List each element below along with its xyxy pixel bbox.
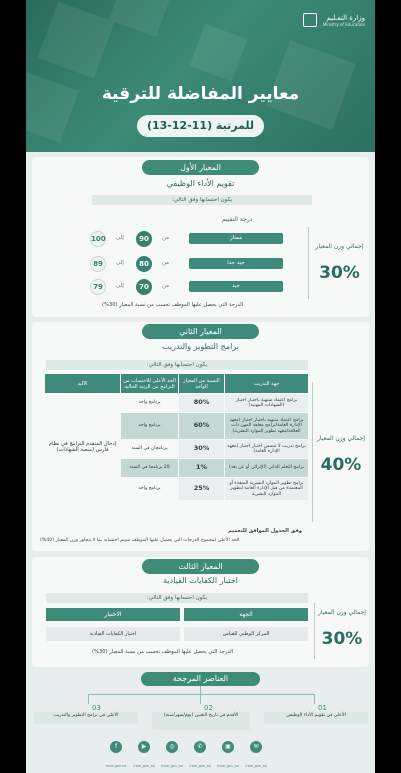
divider <box>314 603 315 659</box>
criterion-2-tab: المعيار الثاني <box>142 324 259 339</box>
criterion-2-title: برامج التطوير والتدريب <box>162 342 239 351</box>
cell-entity: برامج اعتماد منتهية باختبار اجتياز (الشهادات المهنية) <box>225 394 309 413</box>
facebook-icon[interactable]: f <box>110 741 122 753</box>
calc-bar: يكون احتسابها وفق التالي: <box>46 360 308 370</box>
ministry-logo-icon <box>303 13 317 27</box>
cell-entity: برامج اعتماد منتهية باختبار اجتياز (معهد الإدارة العامة/برامج معاهد المهن ذات العلاقة/معهد تطوير الموارد البشرية) <box>225 413 309 440</box>
tree-line <box>88 694 89 704</box>
col-limit: الحد الأعلى للاحتساب من البرامج من الرتبة الحالية <box>121 374 179 394</box>
social-handle: moe_gov_sa <box>161 764 183 768</box>
grade-row <box>32 256 302 272</box>
tree-line <box>88 694 314 695</box>
factor-item: الأقدم في تاريخ التعيين (يوم/شهر/سنة) <box>152 712 250 730</box>
col-test: الاختبار <box>46 608 180 621</box>
criterion-2-weight: 40% <box>320 455 362 475</box>
training-table <box>44 373 309 501</box>
criterion-3-note: الدرجة التي يحصل عليها الموظف تحسب من نسبة المعيار (30%) <box>92 649 234 655</box>
cell-entity: برامج التعلم الذاتي (الإثرائي أو عن بعد) <box>225 459 309 478</box>
cell-limit: برنامج واحد <box>121 394 179 413</box>
page-subtitle: للمرتبة (11-12-13) <box>137 115 264 137</box>
cell-limit: برنامجان في السنة <box>121 440 179 459</box>
factor-item: الأعلى في تقويم الأداء الوظيفي <box>264 712 368 724</box>
cell-percent: 25% <box>179 478 225 501</box>
table-row <box>45 394 309 413</box>
grade-to: 100 <box>90 231 106 247</box>
cell-mechanism: إدخال المتقدم البرامج في نظام فارس (منصة الشهادات) <box>45 394 121 501</box>
calc-bar: يكون احتسابها وفق التالي: <box>46 593 308 603</box>
criterion-2-note1: وفق الجدول الموافق للتعميم <box>228 528 302 534</box>
social-handle: moe_gov_sa <box>245 764 267 768</box>
cell-entity: برامج تدريب لا تتضمن اختبار اجتياز (معهد الإدارة العامة) <box>225 440 309 459</box>
grade-from: 90 <box>136 231 152 247</box>
criterion-3-title: اختبار الكفايات القيادية <box>163 576 238 585</box>
col-percent: النسبة من المعيار الواحد <box>179 374 225 394</box>
cell-percent: 30% <box>179 440 225 459</box>
table-header-row <box>45 374 309 394</box>
cell-limit: برنامج واحد <box>121 413 179 440</box>
youtube-icon[interactable]: ▶ <box>138 741 150 753</box>
social-handle: moe_gov_sa <box>133 764 155 768</box>
factor-number: 01 <box>318 704 327 712</box>
criterion-1-weight: 30% <box>319 263 360 283</box>
from-label: من <box>162 260 170 266</box>
criterion-3-section <box>32 557 369 667</box>
tree-line <box>200 686 201 694</box>
weighted-factors-title: العناصر المرجحة <box>141 672 260 686</box>
criterion-1-note: الدرجة التي يحصل عليها الموظف تحسب من نسبة المعيار (30%) <box>102 302 244 308</box>
factor-number: 03 <box>92 704 101 712</box>
tree-line <box>200 694 201 704</box>
from-label: من <box>162 235 170 241</box>
criterion-1-tab: المعيار الأول <box>142 160 259 175</box>
grade-heading: درجة التقييم <box>222 216 253 223</box>
to-label: إلى <box>116 235 124 241</box>
ministry-name-en: Ministry of Education <box>322 22 365 27</box>
criterion-2-section <box>32 322 369 551</box>
factor-item: الأعلى في برامج التطوير والتدريب <box>34 712 138 724</box>
grade-row <box>32 279 302 295</box>
cell-entity: برامج تطوير الموارد البشرية المنفذة أو المعتمدة من قبل الإدارة العامة لتطوير الموارد البشرية <box>225 478 309 501</box>
divider <box>308 227 309 299</box>
cell-percent: 60% <box>179 413 225 440</box>
infographic <box>26 0 375 773</box>
criterion-3-weight: 30% <box>321 629 363 649</box>
to-label: إلى <box>116 283 124 289</box>
cell-percent: 80% <box>179 394 225 413</box>
ministry-logo <box>323 14 365 27</box>
cell-test: اختبار الكفايات القيادية <box>46 627 180 641</box>
ministry-name-ar: وزارة التعـليم <box>326 14 365 22</box>
grade-from: 80 <box>136 256 152 272</box>
instagram-icon[interactable]: ◎ <box>166 741 178 753</box>
criterion-2-note2: الحد الأعلى لمجموع الدرجات التي يحصل عليها الموظف سيتم احتسابه بما لا يتجاوز وزن المعيار (40%) <box>40 538 240 543</box>
social-handle: moe.gov.sa <box>105 764 127 768</box>
total-weight-label: إجمالي وزن المعيار <box>317 435 365 442</box>
cell-limit: برنامج واحد <box>121 478 179 501</box>
cell-entity: المركز الوطني للقياس <box>184 627 308 641</box>
grade-to: 79 <box>90 279 106 295</box>
col-entity: جهة التدريب <box>225 374 309 394</box>
tree-line <box>314 694 315 704</box>
telegram-icon[interactable]: ✉ <box>250 741 262 753</box>
from-label: من <box>162 283 170 289</box>
criterion-3-tab: المعيار الثالث <box>142 559 259 574</box>
snapchat-icon[interactable]: ▣ <box>222 741 234 753</box>
criterion-1-title: تقويم الأداء الوظيفي <box>166 179 235 188</box>
total-weight-label: إجمالي وزن المعيار <box>318 609 366 616</box>
cell-limit: 20 برنامجا في السنة <box>121 459 179 478</box>
cell-percent: 1% <box>179 459 225 478</box>
header-banner <box>26 0 375 152</box>
grade-label: جيد <box>189 281 283 292</box>
col-mechanism: الآلية <box>45 374 121 394</box>
grade-row <box>32 231 302 247</box>
whatsapp-icon[interactable]: ✆ <box>194 741 206 753</box>
factor-number: 02 <box>204 704 213 712</box>
social-handle: moe_gov_sa <box>189 764 211 768</box>
grade-from: 70 <box>136 279 152 295</box>
to-label: إلى <box>116 260 124 266</box>
calc-bar: يكون احتسابها وفق التالي: <box>92 195 312 205</box>
social-handle: moe_gov_sa <box>217 764 239 768</box>
divider <box>312 382 313 522</box>
grade-label: جيد جدا <box>189 258 283 269</box>
grade-to: 89 <box>90 256 106 272</box>
grade-label: ممتاز <box>189 233 283 244</box>
col-entity: الجهة <box>184 608 308 621</box>
total-weight-label: إجمالي وزن المعيار <box>315 243 364 250</box>
page-title: معايير المفاضلة للترقية <box>101 84 300 104</box>
criterion-1-section <box>32 157 369 317</box>
